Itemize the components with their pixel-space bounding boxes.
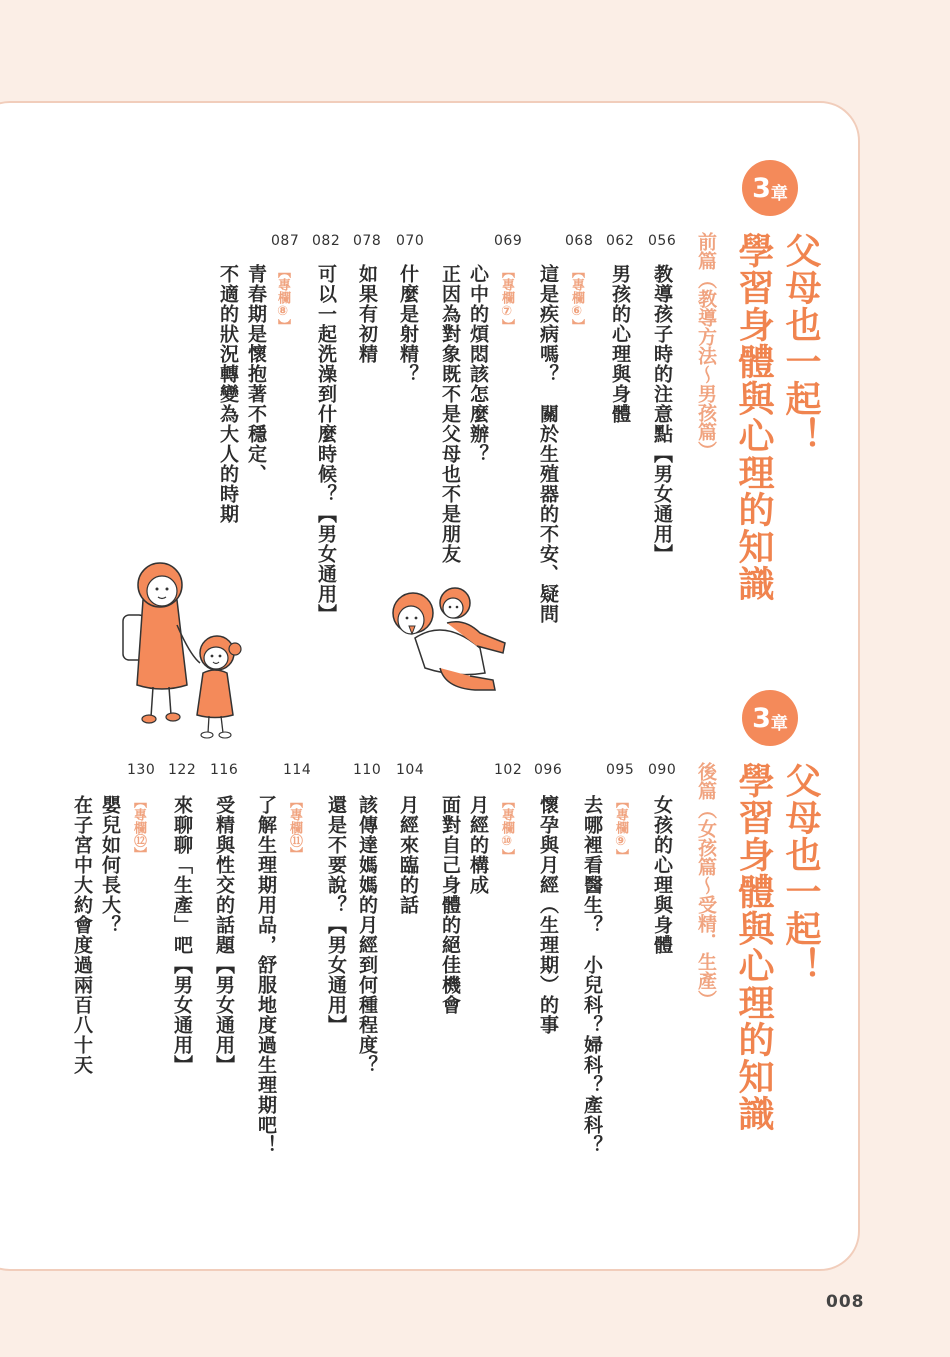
toc-entry-line2[interactable]: 正因為對象既不是父母也不是朋友 <box>439 264 461 564</box>
chapter-badge <box>742 690 798 746</box>
page-ref: 110 <box>353 762 382 778</box>
toc-entry[interactable]: 了解生理期用品，舒服地度過生理期吧！ <box>255 795 277 1155</box>
column-tag: 【專欄⑥】 <box>569 265 584 332</box>
toc-entry[interactable]: 去哪裡看醫生？ 小兒科？婦科？產科？ <box>581 795 603 1155</box>
chapter-subtitle: 後篇（女孩篇～受精．生產） <box>695 762 717 1009</box>
chapter-number: 3 <box>752 702 771 734</box>
page-ref: 069 <box>494 233 523 249</box>
toc-entry[interactable]: 來聊聊「生產」吧【男女通用】 <box>171 795 193 1075</box>
page-number: 008 <box>826 1292 865 1312</box>
page-ref: 095 <box>606 762 635 778</box>
page-ref: 068 <box>565 233 594 249</box>
toc-entry[interactable]: 這是疾病嗎？ 關於生殖器的不安、疑問 <box>537 264 559 624</box>
column-tag: 【專欄⑦】 <box>499 265 514 332</box>
column-tag: 【專欄⑩】 <box>499 795 514 862</box>
chapter-title-line2: 學習身體與心理的知識 <box>733 762 774 1132</box>
page-ref: 090 <box>648 762 677 778</box>
toc-entry[interactable]: 女孩的心理與身體 <box>651 795 673 955</box>
toc-entry-line1[interactable]: 青春期是懷抱著不穩定、 <box>245 264 267 484</box>
chapter-char: 章 <box>770 183 788 204</box>
piggyback-illustration <box>385 578 515 703</box>
page-ref: 082 <box>312 233 341 249</box>
chapter-number: 3 <box>752 172 771 204</box>
chapter-title-line1: 父母也一起！ <box>780 762 821 984</box>
page-ref: 070 <box>396 233 425 249</box>
toc-entry[interactable]: 什麼是射精？ <box>397 264 419 384</box>
page-ref: 078 <box>353 233 382 249</box>
toc-entry-line1[interactable]: 該傳達媽媽的月經到何種程度？ <box>356 795 378 1075</box>
page-ref: 096 <box>534 762 563 778</box>
page-ref: 122 <box>168 762 197 778</box>
chapter-subtitle: 前篇（教導方法～男孩篇） <box>695 232 717 460</box>
toc-entry[interactable]: 男孩的心理與身體 <box>609 264 631 424</box>
toc-entry-line1[interactable]: 月經的構成 <box>467 795 489 895</box>
column-tag: 【專欄⑧】 <box>275 265 290 332</box>
toc-entry-line1[interactable]: 嬰兒如何長大？ <box>99 795 121 935</box>
page-ref: 056 <box>648 233 677 249</box>
toc-entry-line2[interactable]: 還是不要說？【男女通用】 <box>325 795 347 1035</box>
page-ref: 116 <box>210 762 239 778</box>
column-tag: 【專欄⑪】 <box>287 795 302 860</box>
toc-entry-line2[interactable]: 不適的狀況轉變為大人的時期 <box>217 264 239 524</box>
page-ref: 062 <box>606 233 635 249</box>
page-ref: 130 <box>127 762 156 778</box>
chapter-badge <box>742 160 798 216</box>
mother-daughter-illustration <box>115 555 255 740</box>
page-ref: 114 <box>283 762 312 778</box>
toc-entry-line2[interactable]: 在子宮中大約會度過兩百八十天 <box>71 795 93 1075</box>
column-tag: 【專欄⑫】 <box>131 795 146 860</box>
toc-entry[interactable]: 如果有初精 <box>356 264 378 364</box>
chapter-title-line1: 父母也一起！ <box>780 232 821 454</box>
page-ref: 104 <box>396 762 425 778</box>
page-ref: 087 <box>271 233 300 249</box>
toc-entry[interactable]: 懷孕與月經（生理期）的事 <box>537 795 559 1035</box>
toc-entry[interactable]: 教導孩子時的注意點【男女通用】 <box>651 264 673 564</box>
page-ref: 102 <box>494 762 523 778</box>
toc-entry-line1[interactable]: 心中的煩悶該怎麼辦？ <box>467 264 489 464</box>
toc-entry[interactable]: 月經來臨的話 <box>397 795 419 915</box>
toc-entry[interactable]: 受精與性交的話題【男女通用】 <box>213 795 235 1075</box>
toc-entry[interactable]: 可以一起洗澡到什麼時候？【男女通用】 <box>315 264 337 624</box>
column-tag: 【專欄⑨】 <box>613 795 628 862</box>
toc-entry-line2[interactable]: 面對自己身體的絕佳機會 <box>439 795 461 1015</box>
chapter-char: 章 <box>770 713 788 734</box>
chapter-title-line2: 學習身體與心理的知識 <box>733 232 774 602</box>
